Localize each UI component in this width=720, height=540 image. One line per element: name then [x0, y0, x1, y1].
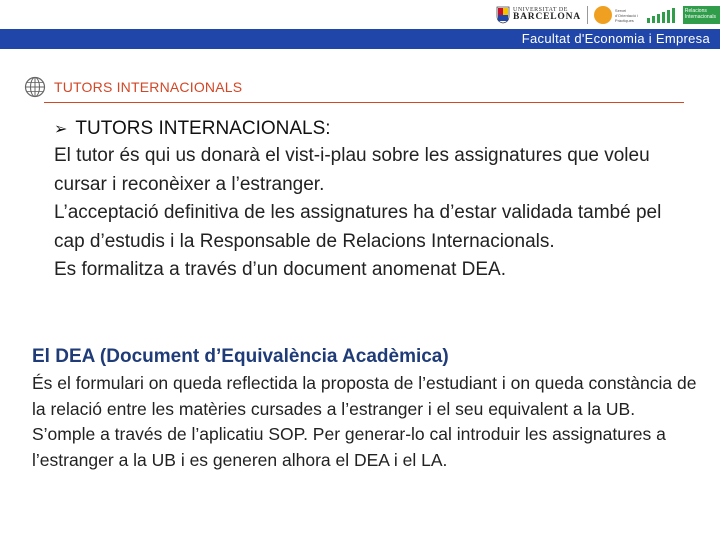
- dea-heading: El DEA (Document d’Equivalència Acadèmica): [32, 346, 449, 367]
- secondary-logo-text: Servei d'Orientació i Pràctiques: [614, 7, 639, 23]
- tutors-block: [54, 118, 694, 285]
- secondary-logo-icon: [594, 6, 612, 24]
- header-logos: [496, 3, 720, 27]
- paragraph: El tutor és qui us donarà el vist-i-plau sobre les assignatures que voleu cursar i reconèixer a l’estranger.: [54, 145, 650, 195]
- banner-text: Facultat d'Economia i Empresa: [521, 31, 710, 46]
- bullet-heading: [54, 118, 694, 140]
- faculty-banner: [0, 29, 720, 49]
- dea-block: [32, 346, 702, 473]
- paragraph: L’acceptació definitiva de les assignatures ha d’estar validada també pel cap d’estudis i la Responsable de Relacions Internacionals.: [54, 202, 662, 252]
- growth-chart-icon: [645, 6, 681, 24]
- ub-logo-big-text: BARCELONA: [513, 12, 581, 23]
- section-header: [24, 76, 242, 98]
- logo-divider: [587, 6, 588, 24]
- ub-shield-icon: [496, 6, 510, 24]
- secondary-logo: [594, 6, 641, 24]
- section-title: TUTORS INTERNACIONALS: [54, 79, 243, 95]
- ub-logo: [496, 4, 581, 26]
- section-divider: [44, 102, 684, 103]
- paragraph: S’omple a través de l’aplicatiu SOP. Per generar-lo cal introduir les assignatures a l’estranger a la UB i es generen alhora el DEA i el LA.: [32, 424, 666, 470]
- arrow-bullet-icon: ➢: [54, 121, 68, 138]
- globe-icon: [24, 76, 46, 98]
- paragraph: És el formulari on queda reflectida la proposta de l’estudiant i on queda constància de la relació entre les matèries cursades a l’estranger i el seu equivalent a la UB.: [32, 373, 697, 419]
- paragraph: Es formalitza a través d’un document anomenat DEA.: [54, 259, 507, 280]
- green-logo: Relacions Internacionals: [683, 6, 720, 24]
- bullet-title: TUTORS INTERNACIONALS:: [75, 118, 331, 139]
- ub-logo-small-text: UNIVERSITAT DE: [513, 7, 568, 14]
